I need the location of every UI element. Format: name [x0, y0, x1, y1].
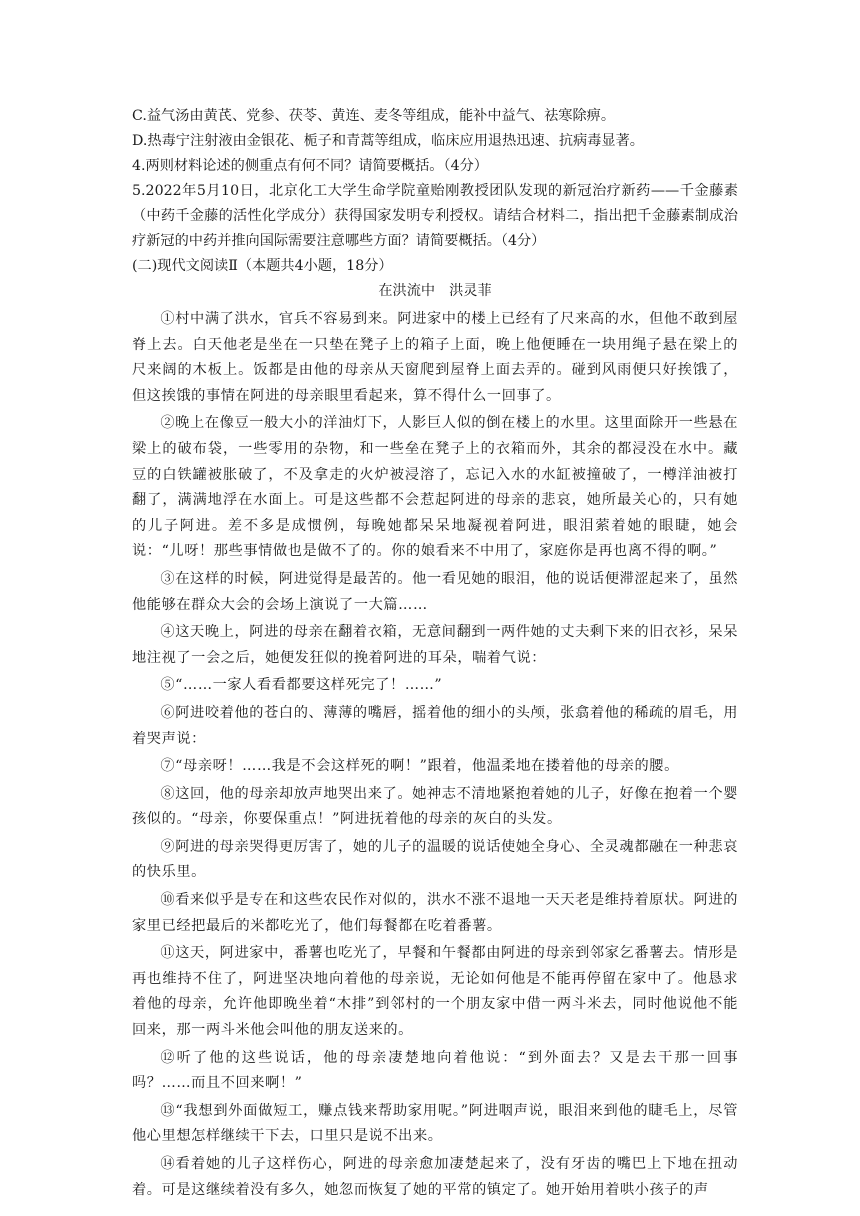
paragraph-3: ③在这样的时候，阿进觉得是最苦的。他一看见她的眼泪，他的说话便滞涩起来了，虽然他能够在群众大会的会场上演说了一大篇…… [132, 570, 738, 613]
question-5: 5.2022年5月10日，北京化工大学生命学院童贻刚教授团队发现的新冠治疗新药——千金藤素（中药千金藤的活性化学成分）获得国家发明专利授权。请结合材料二，指出把千金藤素制成治疗新冠的中药并推向国际需要注意哪些方面？请简要概括。（4分） [132, 183, 738, 249]
paragraph-13: ⑬“我想到外面做短工，赚点钱来帮助家用呢。”阿进咽声说，眼泪来到他的睫毛上，尽管他心里想怎样继续干下去，口里只是说不出来。 [132, 1102, 738, 1145]
article-title: 在洪流中 [378, 283, 436, 299]
paragraph-4: ④这天晚上，阿进的母亲在翻着衣箱，无意间翻到一两件她的丈夫剩下来的旧衣衫，呆呆地注视了一会之后，她便发狂似的挽着阿进的耳朵，喘着气说： [132, 624, 738, 666]
paragraph-1: ①村中满了洪水，官兵不容易到来。阿进家中的楼上已经有了尺来高的水，但他不敢到屋脊上去。白天他老是坐在一只垫在凳子上的箱子上面，晚上他便睡在一块用绳子悬在梁上的尺来阔的木板上。饭都是由他的母亲从天窗爬到屋脊上面去弄的。碰到风雨便只好挨饿了，但这挨饿的事情在阿进的母亲眼里看起来，算不得什么一回事了。 [132, 311, 738, 404]
question-4: 4.两则材料论述的侧重点有何不同？请简要概括。（4分） [132, 158, 488, 174]
paragraph-5: ⑤“……一家人看看都要这样死完了！……” [160, 677, 443, 694]
paragraph-8: ⑧这回，他的母亲却放声地哭出来了。她神志不清地紧抱着她的儿子，好像在抱着一个婴孩似的。“母亲，你要保重点！”阿进抚着他的母亲的灰白的头发。 [132, 785, 738, 828]
paragraph-9: ⑨阿进的母亲哭得更厉害了，她的儿子的温暖的说话使她全身心、全灵魂都融在一种悲哀的快乐里。 [132, 838, 738, 881]
document-page [132, 104, 738, 1205]
paragraph-6: ⑥阿进咬着他的苍白的、薄薄的嘴唇，摇着他的细小的头颅，张翕着他的稀疏的眉毛，用着哭声说： [132, 704, 738, 747]
paragraph-11: ⑪这天，阿进家中，番薯也吃光了，早餐和午餐都由阿进的母亲到邻家乞番薯去。情形是再也维持不住了，阿进坚决地向着他的母亲说，无论如何他是不能再停留在家中了。他恳求着他的母亲，允许他即晚坐着“木排”到邻村的一个朋友家中借一两斗米去，同时他说他不能回来，那一两斗米他会叫他的朋友送来的。 [132, 945, 738, 1039]
section-heading: (二)现代文阅读Ⅱ（本题共4小题，18分） [132, 258, 393, 274]
article-title-line [132, 279, 738, 304]
paragraph-14: ⑭看着她的儿子这样伤心，阿进的母亲愈加凄楚起来了，没有牙齿的嘴巴上下地在扭动着。可是这继续着没有多久，她忽而恢复了她的平常的镇定了。她开始用着哄小孩子的声 [132, 1156, 738, 1198]
paragraph-7: ⑦“母亲呀！……我是不会这样死的啊！”跟着，他温柔地在搂着他的母亲的腰。 [160, 758, 679, 775]
paragraph-2: ②晚上在像豆一般大小的洋油灯下，人影巨人似的倒在楼上的水里。这里面除开一些悬在梁上的破布袋，一些零用的杂物，和一些垒在凳子上的衣箱而外，其余的都浸没在水中。藏豆的白铁罐被胀破了，不及拿走的火炉被浸溶了，忘记入水的水缸被撞破了，一樽洋油被打翻了，满满地浮在水面上。可是这些都不会惹起阿进的母亲的悲哀，她所最关心的，只有她的儿子阿进。差不多是成惯例，每晚她都呆呆地凝视着阿进，眼泪萦着她的眼睫，她会说：“儿呀！那些事情做也是做不了的。你的娘看来不中用了，家庭你是再也离不得的啊。” [132, 415, 738, 560]
paragraph-10: ⑩看来似乎是专在和这些农民作对似的，洪水不涨不退地一天天老是维持着原状。阿进的家里已经把最后的米都吃光了，他们每餐都在吃着番薯。 [132, 892, 738, 934]
article-author: 洪灵菲 [449, 283, 492, 299]
option-c: C.益气汤由黄芪、党参、茯苓、黄连、麦冬等组成，能补中益气、祛寒除痹。 [132, 108, 616, 124]
option-d: D.热毒宁注射液由金银花、栀子和青蒿等组成，临床应用退热迅速、抗病毒显著。 [132, 133, 644, 149]
paragraph-12: ⑫听了他的这些说话，他的母亲凄楚地向着他说：“到外面去？又是去干那一回事吗？……而且不回来啊！” [132, 1049, 738, 1092]
